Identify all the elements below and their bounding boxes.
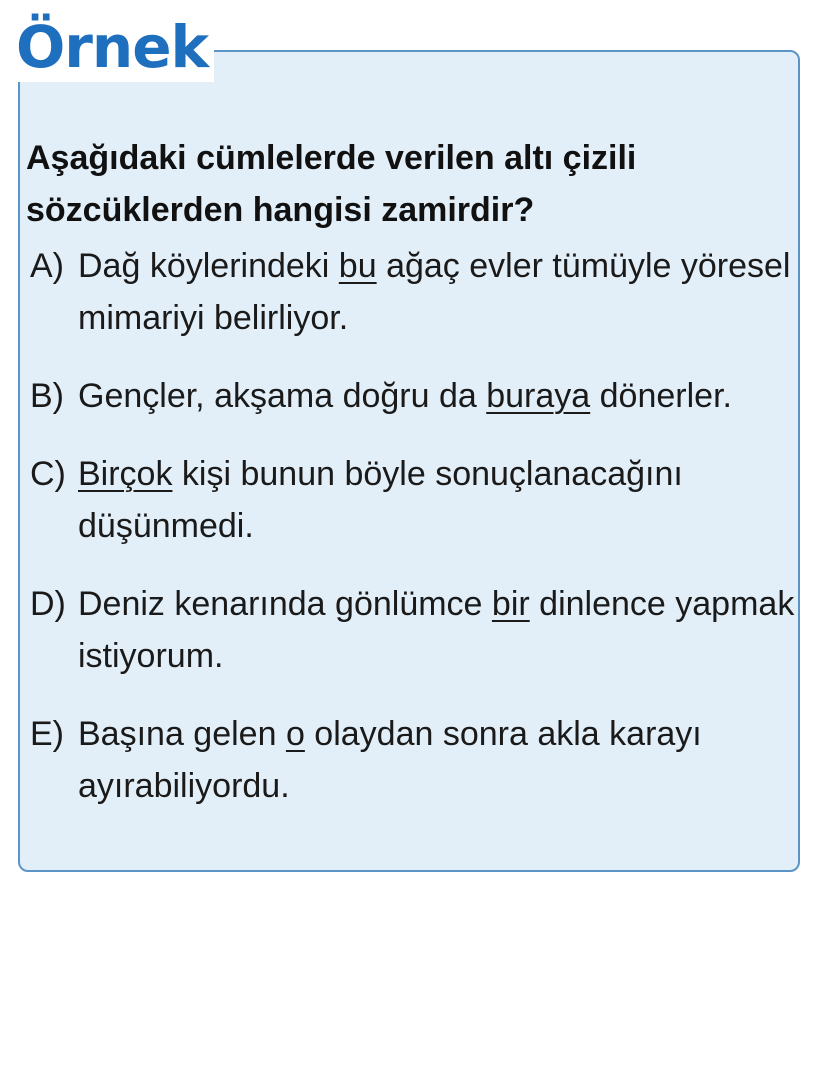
option-text-before: Gençler, akşama doğru da xyxy=(78,377,487,415)
option-text-before: Deniz kenarında gönlümce xyxy=(78,585,492,623)
option-text-after: olaydan sonra akla karayı ayırabiliyordu. xyxy=(78,715,702,805)
option-text xyxy=(78,448,800,552)
answer-options xyxy=(30,240,800,838)
option-text xyxy=(78,708,800,812)
option-text-after: kişi bunun böyle sonuçlanacağını düşünmedi. xyxy=(78,455,683,545)
example-heading: Örnek xyxy=(12,12,214,82)
option-b[interactable] xyxy=(30,370,800,422)
question-text: Aşağıdaki cümlelerde verilen altı çizili sözcüklerden hangisi zamirdir? xyxy=(26,139,637,229)
option-letter: C) xyxy=(30,455,66,493)
option-letter: A) xyxy=(30,247,64,285)
underlined-word: o xyxy=(285,715,305,753)
underlined-word: bu xyxy=(338,247,377,285)
option-text xyxy=(78,578,800,682)
option-a[interactable] xyxy=(30,240,800,344)
option-e[interactable] xyxy=(30,708,800,812)
underlined-word: buraya xyxy=(486,377,591,415)
option-text-after: dinlence yapmak istiyorum. xyxy=(78,585,795,675)
option-c[interactable] xyxy=(30,448,800,552)
option-text xyxy=(78,240,800,344)
option-letter: E) xyxy=(30,715,64,753)
underlined-word: Birçok xyxy=(78,455,173,493)
underlined-word: bir xyxy=(491,585,530,623)
option-text-before: Dağ köylerindeki xyxy=(78,247,339,285)
option-text xyxy=(78,370,800,422)
option-letter: D) xyxy=(30,585,66,623)
option-d[interactable] xyxy=(30,578,800,682)
option-text-after: dönerler. xyxy=(590,377,732,415)
option-letter: B) xyxy=(30,377,64,415)
option-text-before: Başına gelen xyxy=(78,715,286,753)
option-text-after: ağaç evler tümüyle yöresel mimariyi belirliyor. xyxy=(78,247,791,337)
